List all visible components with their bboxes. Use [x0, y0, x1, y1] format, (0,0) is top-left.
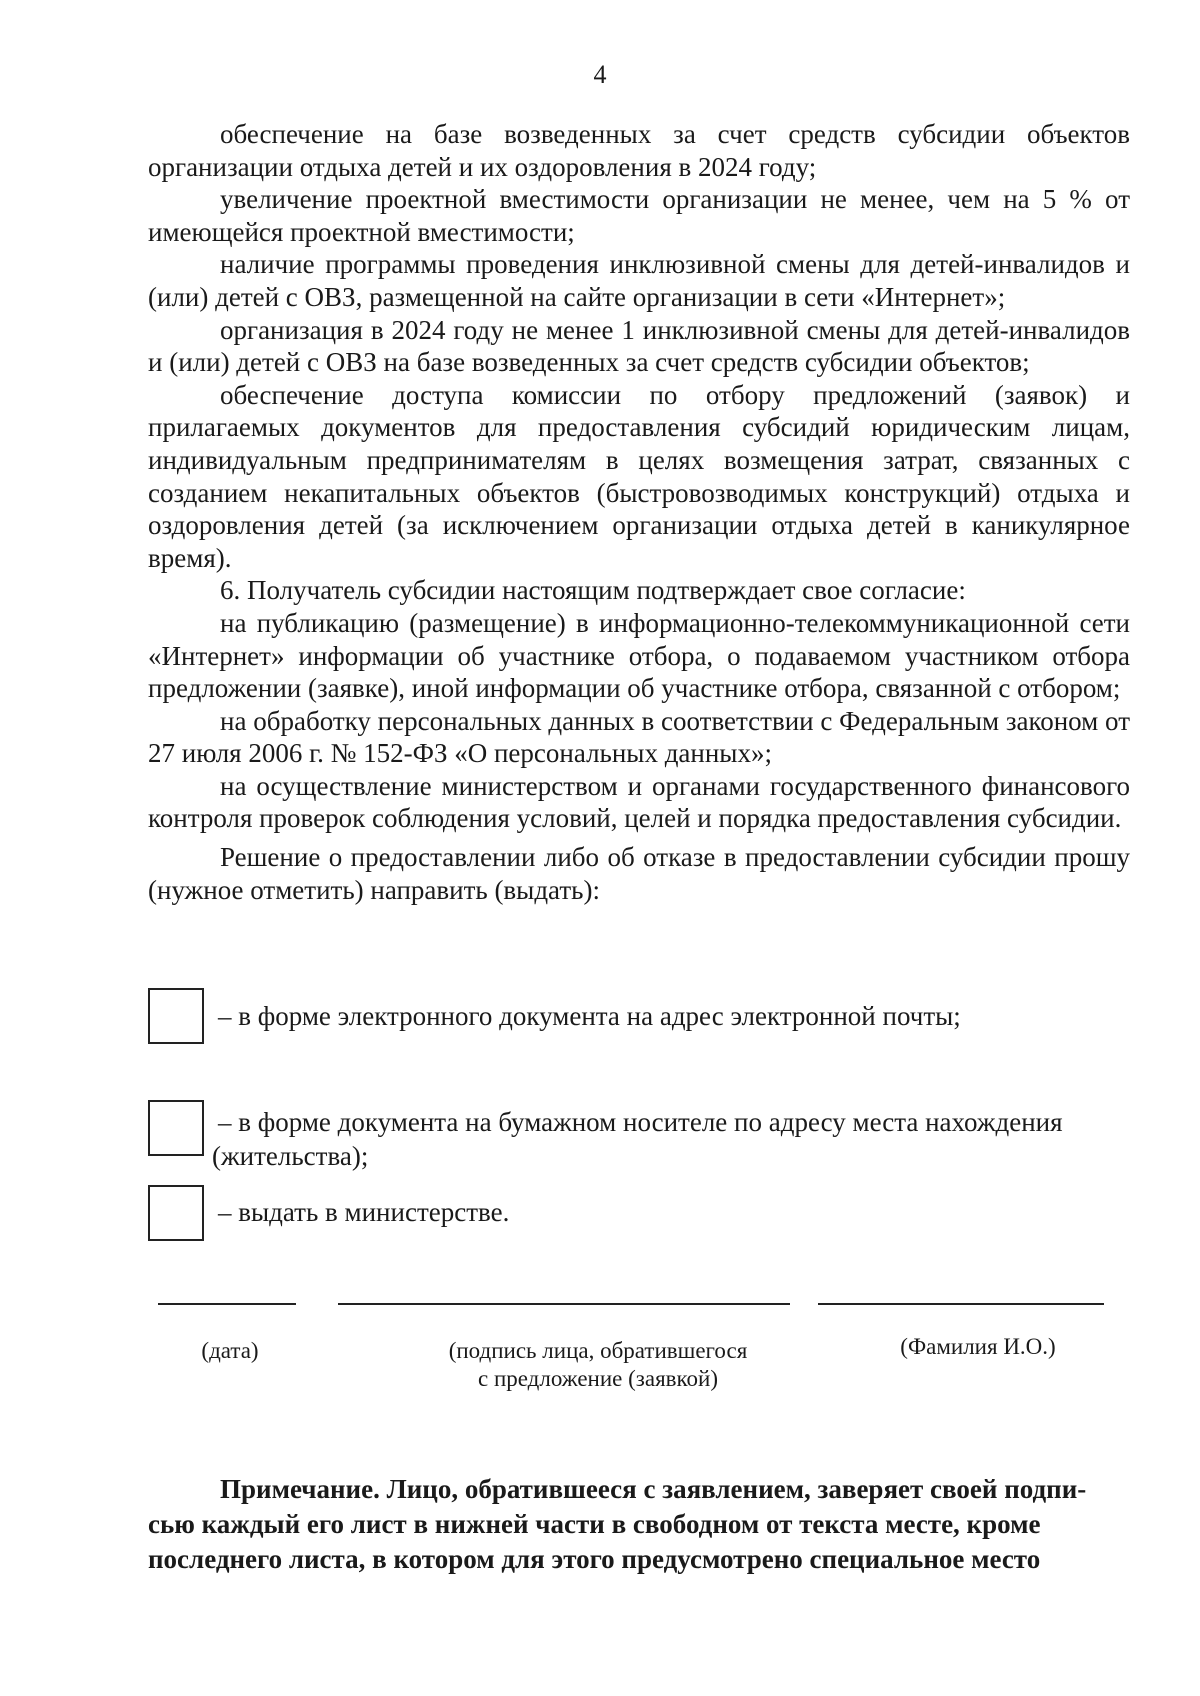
- full-name-caption: (Фамилия И.О.): [900, 1334, 1056, 1359]
- paragraph-facility-provision: обеспечение на базе возведенных за счет средств субсидии объектов организации отдыха детей и их оздоровления в 2024 году;: [148, 119, 1130, 182]
- body-text: [148, 118, 1130, 906]
- full-name-line[interactable]: [818, 1303, 1104, 1305]
- paragraph-consent-inspection: на осуществление министерством и органами государственного финансового контроля проверок соблюдения условий, целей и порядка предоставления субсидии.: [148, 770, 1130, 834]
- paragraph-inclusive-shift: организация в 2024 году не менее 1 инклюзивной смены для детей-инвалидов и (или) детей с ОВЗ на базе возведенных за счет средств субсидии объектов;: [148, 314, 1130, 378]
- paragraph-decision-delivery: Решение о предоставлении либо об отказе в предоставлении субсидии прошу (нужное отметить) направить (выдать):: [148, 842, 1130, 905]
- paragraph-consent-personal-data: на обработку персональных данных в соответствии с Федеральным законом от 27 июля 2006 г. № 152-ФЗ «О персональных данных»;: [148, 705, 1130, 769]
- note-line-3: последнего листа, в котором для этого предусмотрено специальное место: [148, 1544, 1041, 1574]
- paragraph-inclusive-program: наличие программы проведения инклюзивной смены для детей-инвалидов и (или) детей с ОВЗ, размещенной на сайте организации в сети «Интернет»;: [148, 249, 1130, 312]
- signature-line[interactable]: [338, 1303, 790, 1305]
- signature-caption-cont: с предложение (заявкой): [477, 1366, 719, 1391]
- option-paper-delivery-label-cont: (жительства);: [212, 1141, 369, 1171]
- date-caption: (дата): [201, 1338, 259, 1363]
- checkbox-paper-delivery[interactable]: [148, 1100, 204, 1156]
- note: [148, 1472, 1130, 1577]
- checkbox-electronic-delivery[interactable]: [148, 988, 204, 1044]
- date-line[interactable]: [158, 1303, 296, 1305]
- paragraph-consent-publication: на публикацию (размещение) в информационно-телекоммуникационной сети «Интернет» информации об участнике отбора, о подаваемом участником отбора предложении (заявке), иной информации об участнике отбора, связанной с отбором;: [148, 607, 1130, 704]
- note-line-1: Примечание. Лицо, обратившееся с заявлением, заверяет своей подпи-: [220, 1474, 1087, 1504]
- signature-caption: (подпись лица, обратившегося: [448, 1338, 748, 1363]
- option-ministry-pickup-label: – выдать в министерстве.: [218, 1197, 510, 1227]
- option-paper-delivery-label: – в форме документа на бумажном носителе по адресу места нахождения: [218, 1107, 1063, 1137]
- paragraph-consent-heading: 6. Получатель субсидии настоящим подтверждает свое согласие:: [220, 575, 966, 606]
- page-number: 4: [593, 60, 607, 89]
- note-line-2: сью каждый его лист в нижней части в свободном от текста месте, кроме: [148, 1509, 1041, 1539]
- paragraph-commission-access: обеспечение доступа комиссии по отбору предложений (заявок) и прилагаемых документов для предоставления субсидий юридическим лицам, индивидуальным предпринимателям в целях возмещения затрат, связанных с созданием некапитальных объектов (быстровозводимых конструкций) отдыха и оздоровления детей (за исключением организации отдыха детей в каникулярное время).: [148, 379, 1130, 573]
- checkbox-ministry-pickup[interactable]: [148, 1185, 204, 1241]
- paragraph-capacity-increase: увеличение проектной вместимости организации не менее, чем на 5 % от имеющейся проектной вместимости;: [148, 184, 1130, 247]
- option-electronic-delivery-label: – в форме электронного документа на адрес электронной почты;: [218, 1001, 961, 1031]
